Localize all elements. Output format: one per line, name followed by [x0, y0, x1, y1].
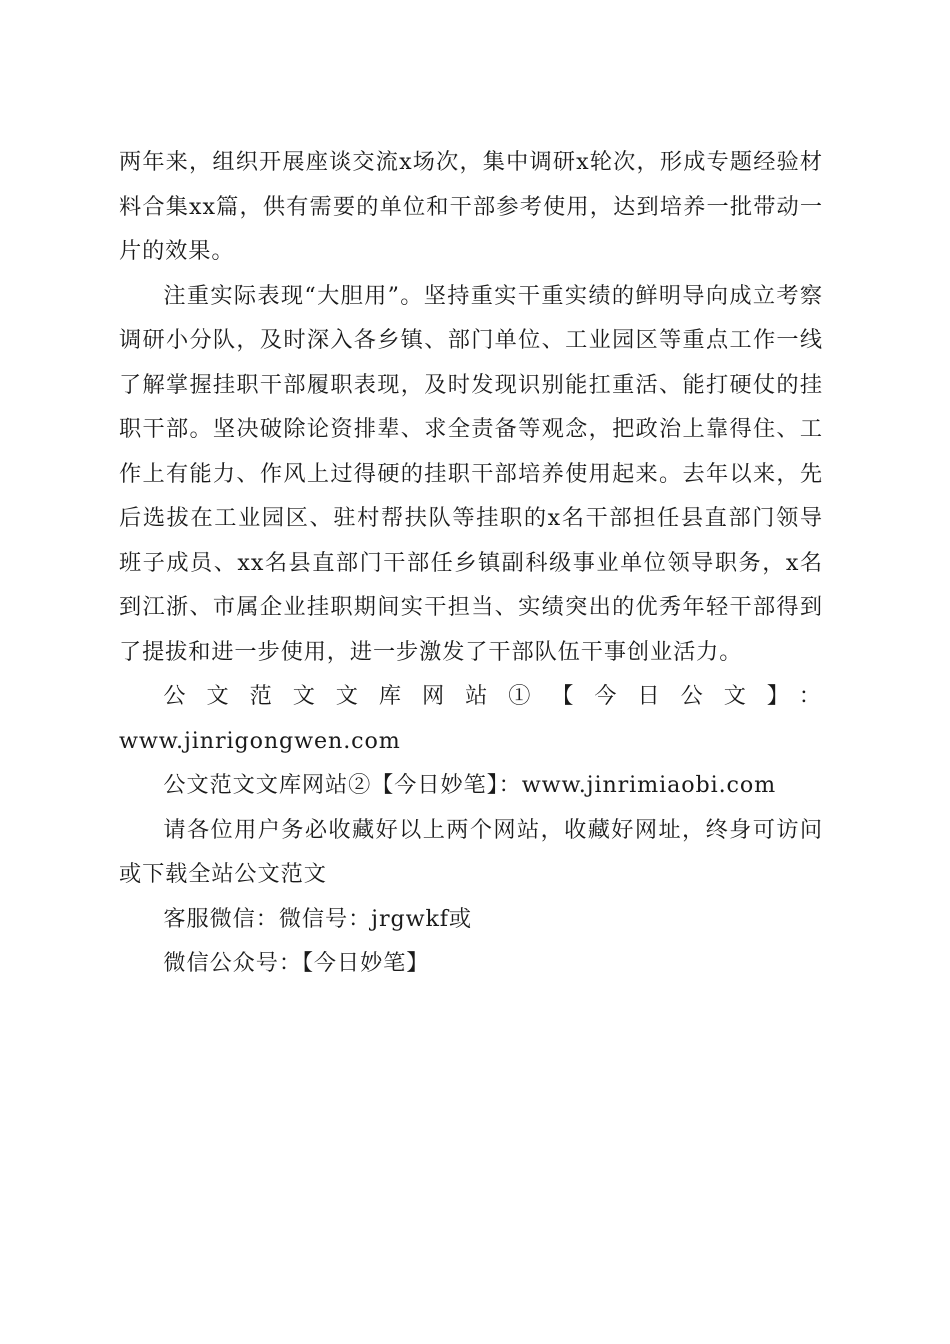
document-body	[119, 140, 823, 986]
site2-line[interactable]: 公文范文文库网站②【今日妙笔】：www.jinrimiaobi.com	[163, 772, 777, 798]
service-wechat: 客服微信：微信号：jrgwkf或	[163, 905, 473, 932]
bookmark-notice: 请各位用户务必收藏好以上两个网站，收藏好网址，终身可访问或下载全站公文范文	[119, 816, 823, 887]
official-account: 微信公众号：【今日妙笔】	[163, 950, 430, 976]
paragraph-practical-performance: 注重实际表现“大胆用”。坚持重实干重实绩的鲜明导向成立考察调研小分队，及时深入各乡镇、部门单位、工业园区等重点工作一线了解掌握挂职干部履职表现，及时发现识别能扛重活、能打硬仗的挂职干部。坚决破除论资排辈、求全责备等观念，把政治上靠得住、工作上有能力、作风上过得硬的挂职干部培养使用起来。去年以来，先后选拔在工业园区、驻村帮扶队等挂职的x名干部担任县直部门领导班子成员、xx名县直部门干部任乡镇副科级事业单位领导职务，x名到江浙、市属企业挂职期间实干担当、实绩突出的优秀年轻干部得到了提拔和进一步使用，进一步激发了干部队伍干事创业活力。	[119, 282, 823, 665]
site1-url[interactable]: www.jinrigongwen.com	[119, 727, 401, 754]
paragraph-summary: 两年来，组织开展座谈交流x场次，集中调研x轮次，形成专题经验材料合集xx篇，供有需要的单位和干部参考使用，达到培养一批带动一片的效果。	[119, 149, 823, 264]
site1-label: 公文范文文库网站①【今日公文】：	[163, 683, 823, 709]
